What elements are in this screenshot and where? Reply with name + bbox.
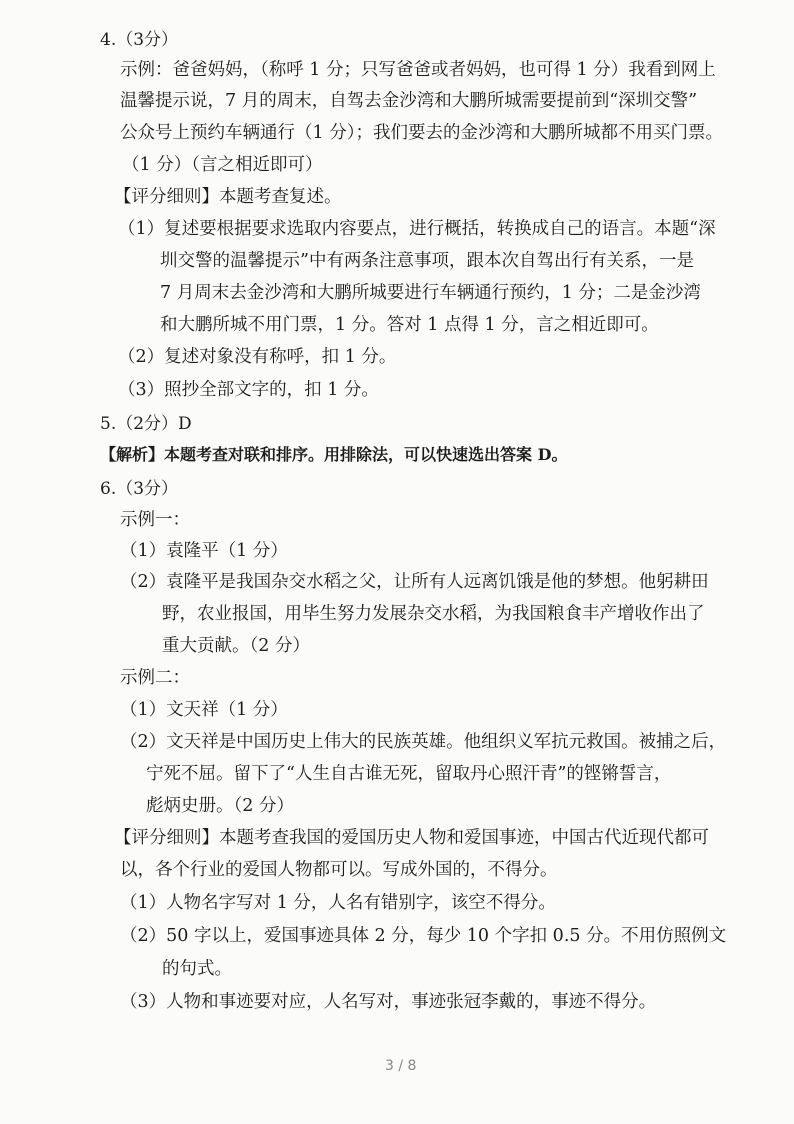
q6-example-two-label: 示例二：: [120, 668, 190, 688]
q6-example-two-item: （2）文天祥是中国历史上伟大的民族英雄。他组织义军抗元救国。被捕之后，: [120, 732, 727, 752]
q4-scoring-heading: 【评分细则】本题考查复述。: [114, 187, 342, 207]
q4-example-line: 温馨提示说，7 月的周末，自驾去金沙湾和大鹏所城需要提前到“深圳交警”: [120, 91, 698, 111]
q4-example-line: （1 分）（言之相近即可）: [122, 155, 323, 175]
q6-example-one-item: （1）袁隆平（1 分）: [120, 541, 288, 561]
q6-example-two-item: 彪炳史册。（2 分）: [146, 796, 294, 816]
q4-scoring-item: 7 月周末去金沙湾和大鹏所城要进行车辆通行预约，1 分；二是金沙湾: [160, 283, 701, 303]
q6-example-one-item: 野，农业报国，用毕生努力发展杂交水稻，为我国粮食丰产增收作出了: [162, 604, 705, 624]
q6-example-two-item: 宁死不屈。留下了“人生自古谁无死，留取丹心照汗青”的铿锵誓言，: [146, 764, 672, 784]
page-number: 3 / 8: [385, 1058, 417, 1074]
q4-scoring-item: （2）复述对象没有称呼，扣 1 分。: [118, 347, 397, 367]
q6-scoring-item: （2）50 字以上，爱国事迹具体 2 分，每少 10 个字扣 0.5 分。不用仿照例文: [120, 926, 727, 946]
q4-scoring-item: 圳交警的温馨提示”中有两条注意事项，跟本次自驾出行有关系，一是: [160, 251, 694, 271]
q4-scoring-item: （1）复述要根据要求选取内容要点，进行概括，转换成自己的语言。本题“深: [118, 219, 716, 239]
q4-example-line: 公众号上预约车辆通行（1 分）；我们要去的金沙湾和大鹏所城都不用买门票。: [120, 123, 723, 143]
q4-scoring-item: （3）照抄全部文字的，扣 1 分。: [118, 380, 379, 400]
q4-heading: 4.（3分）: [100, 30, 179, 50]
q6-scoring-item: 的句式。: [162, 959, 232, 979]
q6-scoring-line: 以，各个行业的爱国人物都可以。写成外国的，不得分。: [120, 860, 558, 880]
q6-scoring-item: （1）人物名字写对 1 分，人名有错别字，该空不得分。: [120, 893, 556, 913]
q6-scoring-heading: 【评分细则】本题考查我国的爱国历史人物和爱国事迹，中国古代近现代都可: [114, 828, 709, 848]
q6-heading: 6.（3分）: [100, 479, 179, 499]
q4-scoring-item: 和大鹏所城不用门票，1 分。答对 1 点得 1 分，言之相近即可。: [160, 315, 659, 335]
q5-analysis: 【解析】本题考查对联和排序。用排除法，可以快速选出答案 D。: [100, 445, 568, 464]
q4-example-line: 示例：爸爸妈妈，（称呼 1 分；只写爸爸或者妈妈，也可得 1 分）我看到网上: [120, 60, 716, 80]
q6-example-one-label: 示例一：: [120, 510, 190, 530]
q6-scoring-item: （3）人物和事迹要对应，人名写对，事迹张冠李戴的，事迹不得分。: [120, 992, 657, 1012]
q6-example-two-item: （1）文天祥（1 分）: [120, 700, 288, 720]
q6-example-one-item: （2）袁隆平是我国杂交水稻之父，让所有人远离饥饿是他的梦想。他躬耕田: [120, 572, 709, 592]
q5-heading: 5.（2分）D: [100, 414, 192, 434]
q6-example-one-item: 重大贡献。（2 分）: [162, 636, 310, 656]
